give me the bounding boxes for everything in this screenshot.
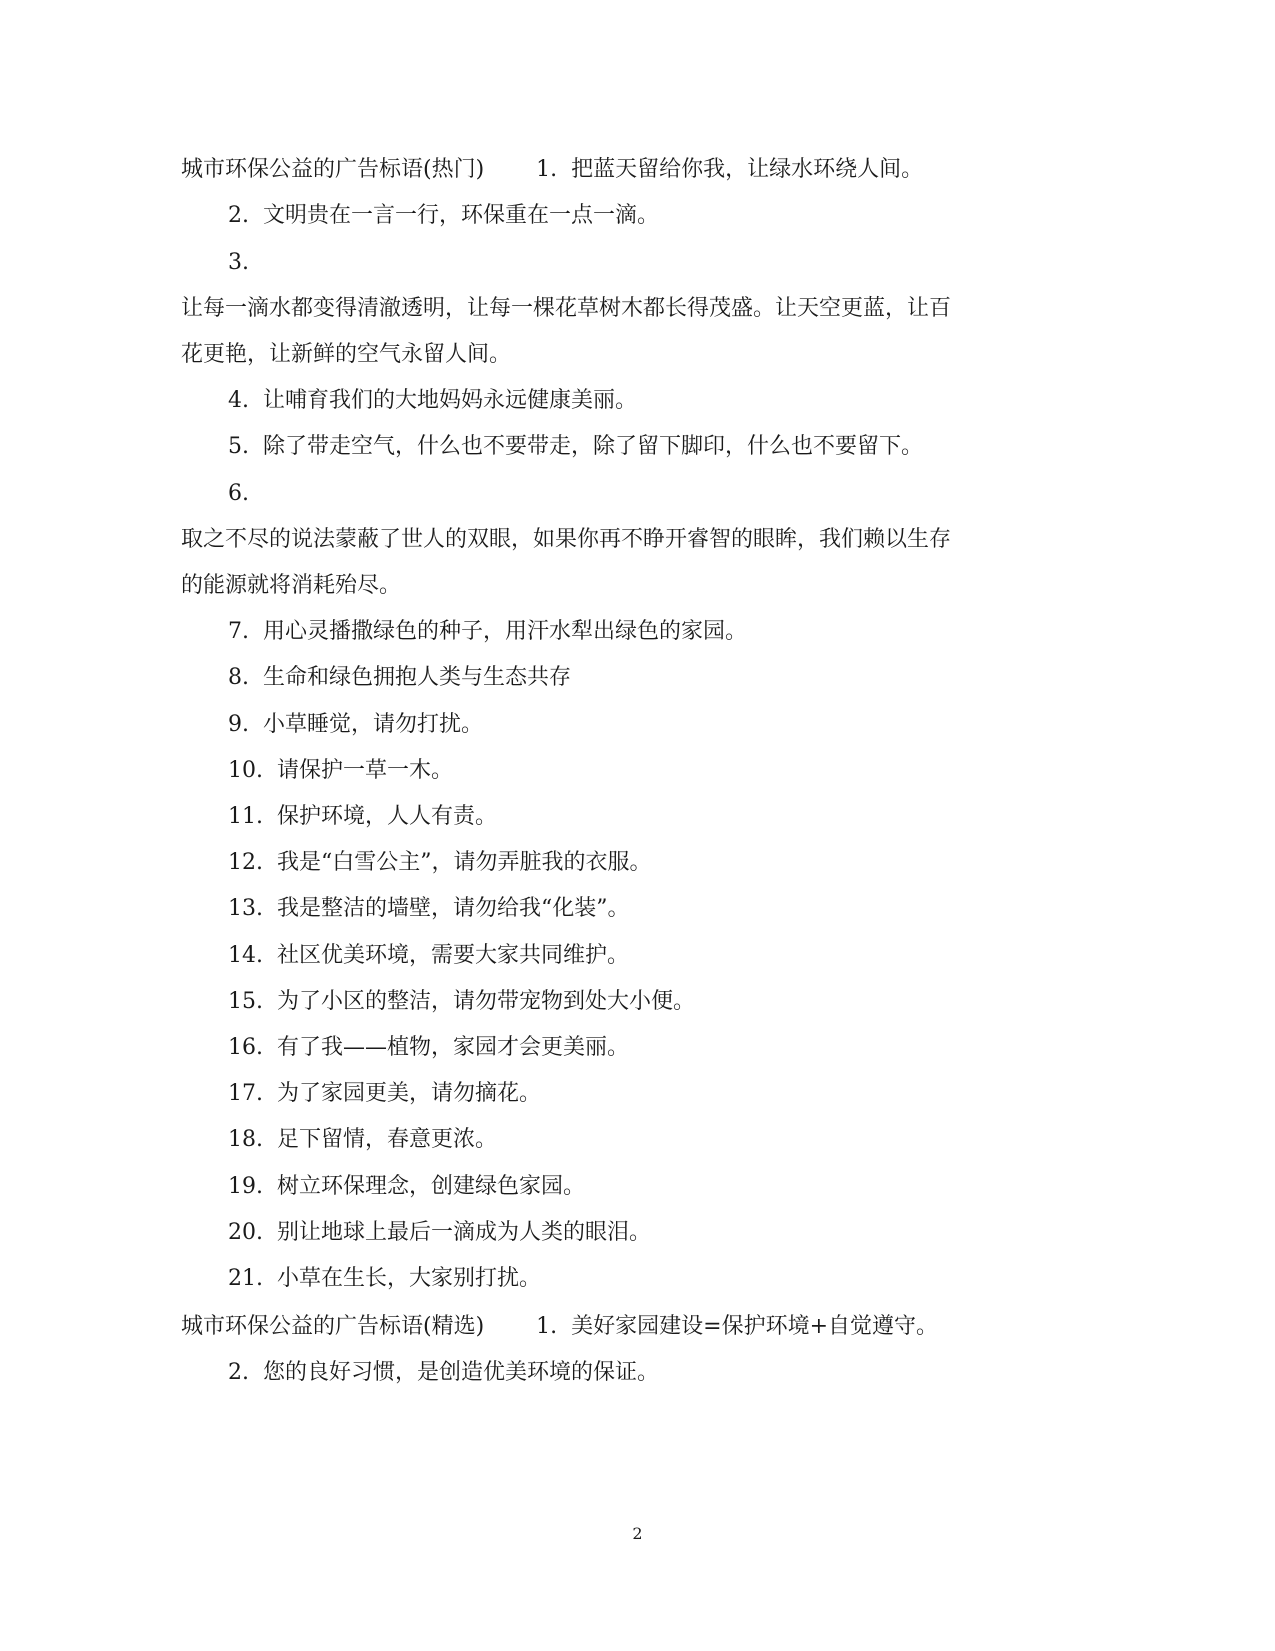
- list-item: [228, 1125, 497, 1155]
- item-text: 为了家园更美，请勿摘花。: [277, 1081, 542, 1106]
- item-text: 文明贵在一言一行，环保重在一点一滴。: [263, 203, 660, 228]
- list-item: [228, 663, 571, 693]
- item-text: 别让地球上最后一滴成为人类的眼泪。: [277, 1220, 652, 1245]
- item-text: 树立环保理念，创建绿色家园。: [277, 1174, 586, 1199]
- item-text: 有了我——植物，家园才会更美丽。: [277, 1035, 630, 1060]
- item-number: 8.: [228, 665, 249, 690]
- item-number: 3.: [228, 250, 249, 275]
- list-item: [228, 479, 263, 509]
- item-text: 我是“白雪公主”，请勿弄脏我的衣服。: [277, 850, 652, 875]
- paragraph-line: 花更艳，让新鲜的空气永留人间。: [181, 342, 512, 367]
- page-number: 2: [632, 1524, 643, 1543]
- paragraph-line: 取之不尽的说法蒙蔽了世人的双眼，如果你再不睁开睿智的眼眸，我们赖以生存: [181, 527, 952, 552]
- list-item: [228, 756, 453, 786]
- paragraph-line: 的能源就将消耗殆尽。: [181, 573, 402, 598]
- item-number: 15.: [228, 989, 263, 1014]
- list-item: [228, 386, 637, 416]
- list-item: [228, 941, 629, 971]
- list-item: [228, 848, 652, 878]
- item-number: 10.: [228, 758, 263, 783]
- section-heading: 城市环保公益的广告标语(精选): [181, 1314, 485, 1339]
- section-heading-line: [181, 1312, 938, 1342]
- item-text: 请保护一草一木。: [277, 758, 454, 783]
- item-text: 小草睡觉，请勿打扰。: [263, 712, 484, 737]
- section-heading: 城市环保公益的广告标语(热门): [181, 157, 485, 182]
- item-number: 13.: [228, 896, 263, 921]
- item-number: 5.: [228, 434, 249, 459]
- list-item: [228, 894, 630, 924]
- item-number: 1.: [536, 157, 558, 182]
- item-number: 14.: [228, 943, 263, 968]
- list-item: [228, 1358, 659, 1388]
- item-number: 19.: [228, 1174, 263, 1199]
- item-text: 用心灵播撒绿色的种子，用汗水犁出绿色的家园。: [263, 619, 748, 644]
- item-text: 保护环境，人人有责。: [277, 804, 498, 829]
- item-text: 足下留情，春意更浓。: [277, 1127, 498, 1152]
- list-item: [228, 1033, 629, 1063]
- list-item: [228, 1218, 651, 1248]
- item-number: 1.: [536, 1314, 558, 1339]
- list-item: [228, 432, 923, 462]
- item-number: 9.: [228, 712, 249, 737]
- item-text: 除了带走空气，什么也不要带走，除了留下脚印，什么也不要留下。: [263, 434, 924, 459]
- item-text: 让哺育我们的大地妈妈永远健康美丽。: [263, 388, 638, 413]
- item-number: 4.: [228, 388, 249, 413]
- list-item: [228, 710, 483, 740]
- item-text: 您的良好习惯，是创造优美环境的保证。: [263, 1360, 660, 1385]
- list-item: [228, 1172, 585, 1202]
- item-text: 把蓝天留给你我，让绿水环绕人间。: [571, 157, 924, 182]
- list-item: [228, 248, 263, 278]
- list-item: [228, 1079, 541, 1109]
- item-number: 6.: [228, 481, 249, 506]
- item-number: 18.: [228, 1127, 263, 1152]
- list-item: [228, 201, 659, 231]
- paragraph-line: 让每一滴水都变得清澈透明，让每一棵花草树木都长得茂盛。让天空更蓝，让百: [181, 296, 952, 321]
- item-number: 20.: [228, 1220, 263, 1245]
- item-number: 2.: [228, 203, 249, 228]
- list-item: [228, 1264, 541, 1294]
- item-text: 我是整洁的墙壁，请勿给我“化装”。: [277, 896, 630, 921]
- item-text: 为了小区的整洁，请勿带宠物到处大小便。: [277, 989, 696, 1014]
- list-item: [228, 987, 695, 1017]
- item-number: 7.: [228, 619, 249, 644]
- item-text: 小草在生长，大家别打扰。: [277, 1266, 542, 1291]
- section-heading-line: [181, 155, 923, 185]
- list-item: [228, 802, 497, 832]
- item-number: 21.: [228, 1266, 263, 1291]
- item-number: 17.: [228, 1081, 263, 1106]
- item-text: 生命和绿色拥抱人类与生态共存: [263, 665, 572, 690]
- item-number: 2.: [228, 1360, 249, 1385]
- item-number: 12.: [228, 850, 263, 875]
- item-number: 11.: [228, 804, 263, 829]
- item-text: 社区优美环境，需要大家共同维护。: [277, 943, 630, 968]
- item-number: 16.: [228, 1035, 263, 1060]
- item-text: 美好家园建设=保护环境+自觉遵守。: [571, 1314, 939, 1339]
- list-item: [228, 617, 747, 647]
